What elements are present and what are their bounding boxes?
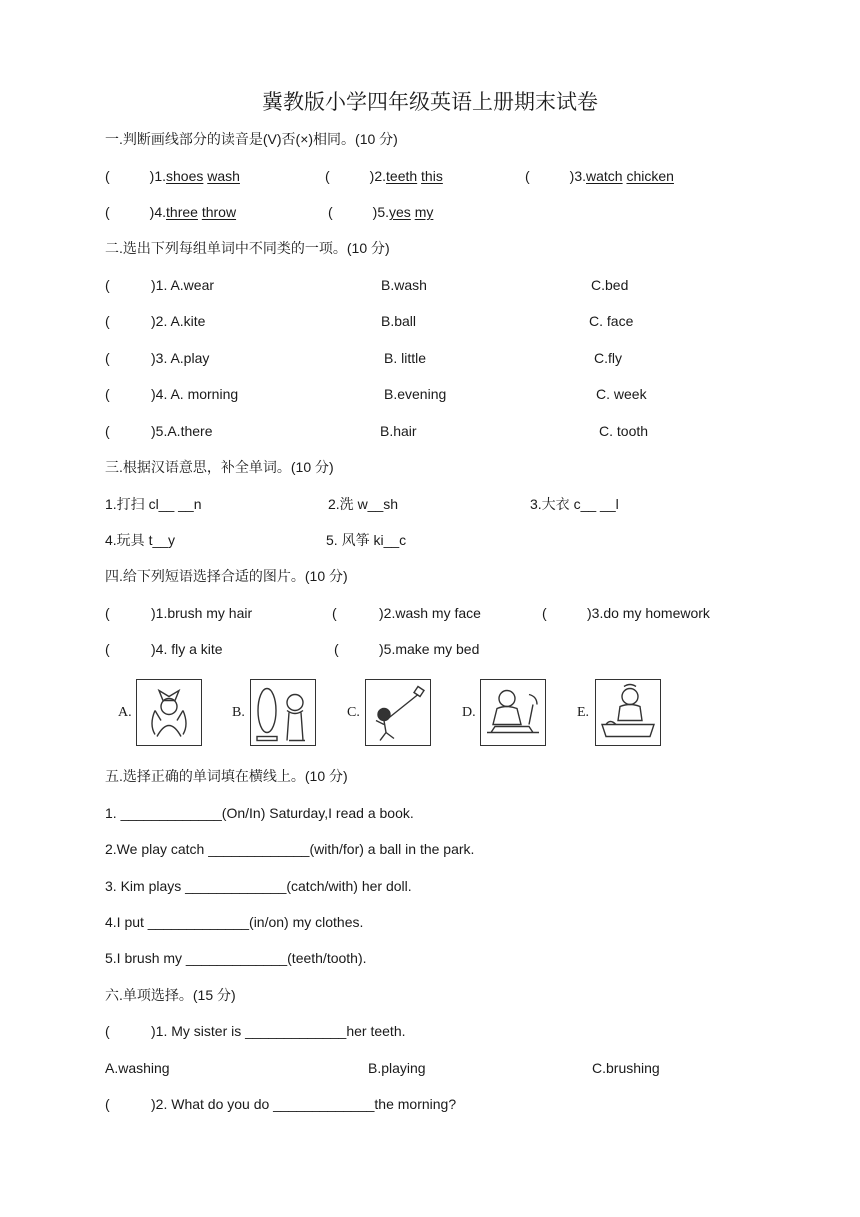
- s2-row-5-question: )5.A.there: [151, 423, 213, 439]
- s1-q5-word2: my: [414, 204, 434, 220]
- s4-item-1: )1.brush my hair: [151, 605, 253, 621]
- boy-doing-homework-icon: [480, 679, 546, 746]
- s2-row-2-option-b: B.ball: [381, 313, 417, 329]
- s1-q4-word2: throw: [201, 204, 237, 220]
- s2-row-5-option-b: B.hair: [380, 423, 417, 439]
- boy-washing-face-mirror-icon: [250, 679, 316, 746]
- picture-e-label: E.: [577, 705, 590, 720]
- girl-brushing-hair-icon: [136, 679, 202, 746]
- girl-making-bed-icon: [595, 679, 661, 746]
- picture-a-label: A.: [118, 705, 132, 720]
- page-title: 冀教版小学四年级英语上册期末试卷: [262, 90, 598, 114]
- paren: (: [525, 168, 530, 184]
- s4-item-3: )3.do my homework: [587, 605, 710, 621]
- s6-q1-option-c: C.brushing: [592, 1060, 660, 1076]
- s2-row-3-option-c: C.fly: [594, 350, 622, 366]
- s2-row-2-paren: (: [105, 313, 110, 329]
- s2-row-5-paren: (: [105, 423, 110, 439]
- s1-q1-word2: wash: [207, 168, 240, 184]
- picture-b-label: B.: [232, 705, 245, 720]
- s3-item-3: 3.大衣 c__ __l: [530, 496, 619, 512]
- s3-item-5: 5. 风筝 ki__c: [326, 532, 407, 548]
- s1-q3: ( )3.watch chicken: [525, 168, 674, 184]
- s3-item-1: 1.打扫 cl__ __n: [105, 496, 202, 512]
- paren: (: [325, 168, 330, 184]
- paren: (: [105, 168, 110, 184]
- s4-item-3-paren: (: [542, 605, 547, 621]
- picture-d-label: D.: [462, 705, 476, 720]
- s1-q4: ( )4.three throw: [105, 204, 237, 220]
- paren: (: [105, 204, 110, 220]
- s5-item-1: 1. _____________(On/In) Saturday,I read a book.: [105, 805, 414, 821]
- s4-item-1-paren: (: [105, 605, 110, 621]
- s6-q1: )1. My sister is _____________her teeth.: [151, 1023, 406, 1039]
- s2-row-5-option-c: C. tooth: [599, 423, 649, 439]
- s2-row-2-question: )2. A.kite: [151, 313, 206, 329]
- section-5-heading: 五.选择正确的单词填在横线上。(10 分): [105, 768, 348, 784]
- section-1-heading: 一.判断画线部分的读音是(V)否(×)相同。(10 分): [105, 131, 398, 147]
- s6-q2: )2. What do you do _____________the morning?: [151, 1096, 457, 1112]
- s4-item-2-paren: (: [332, 605, 337, 621]
- s2-row-1-option-c: C.bed: [591, 277, 629, 293]
- s5-item-4: 4.I put _____________(in/on) my clothes.: [105, 914, 364, 930]
- s2-row-4-option-c: C. week: [596, 386, 647, 402]
- s2-row-3-question: )3. A.play: [151, 350, 210, 366]
- paren: (: [328, 204, 333, 220]
- s4-item-5: )5.make my bed: [379, 641, 480, 657]
- s2-row-1-paren: (: [105, 277, 110, 293]
- s6-q1-option-b: B.playing: [368, 1060, 426, 1076]
- s1-q5-word1: yes: [389, 204, 411, 220]
- s5-item-2: 2.We play catch _____________(with/for) a ball in the park.: [105, 841, 475, 857]
- s4-item-5-paren: (: [334, 641, 339, 657]
- section-3-heading: 三.根据汉语意思，补全单词。(10 分): [105, 459, 334, 475]
- s2-row-1-question: )1. A.wear: [151, 277, 215, 293]
- s6-q1-paren: (: [105, 1023, 110, 1039]
- s1-q5: ( )5.yes my: [328, 204, 434, 220]
- section-4-heading: 四.给下列短语选择合适的图片。(10 分): [105, 568, 348, 584]
- s1-q4-word1: three: [166, 204, 198, 220]
- picture-c-label: C.: [347, 705, 360, 720]
- s5-item-3: 3. Kim plays _____________(catch/with) her doll.: [105, 878, 412, 894]
- s1-q2: ( )2.teeth this: [325, 168, 443, 184]
- s3-item-2: 2.洗 w__sh: [328, 496, 399, 512]
- s5-item-5: 5.I brush my _____________(teeth/tooth).: [105, 950, 367, 966]
- s1-q3-word1: watch: [586, 168, 623, 184]
- s2-row-2-option-c: C. face: [589, 313, 634, 329]
- s4-item-4-paren: (: [105, 641, 110, 657]
- s4-item-2: )2.wash my face: [379, 605, 481, 621]
- s2-row-3-option-b: B. little: [384, 350, 427, 366]
- s4-item-4: )4. fly a kite: [151, 641, 223, 657]
- s1-q1: ( )1.shoes wash: [105, 168, 240, 184]
- s2-row-3-paren: (: [105, 350, 110, 366]
- s1-q3-word2: chicken: [626, 168, 674, 184]
- s6-q1-option-a: A.washing: [105, 1060, 170, 1076]
- s1-q2-word2: this: [421, 168, 443, 184]
- s6-q2-paren: (: [105, 1096, 110, 1112]
- s2-row-1-option-b: B.wash: [381, 277, 427, 293]
- s2-row-4-question: )4. A. morning: [151, 386, 239, 402]
- s1-q1-word1: shoes: [166, 168, 204, 184]
- s3-item-4: 4.玩具 t__y: [105, 532, 176, 548]
- boy-flying-kite-icon: [365, 679, 431, 746]
- section-2-heading: 二.选出下列每组单词中不同类的一项。(10 分): [105, 240, 390, 256]
- s2-row-4-paren: (: [105, 386, 110, 402]
- s2-row-4-option-b: B.evening: [384, 386, 447, 402]
- section-6-heading: 六.单项选择。(15 分): [105, 987, 236, 1003]
- s1-q2-word1: teeth: [386, 168, 418, 184]
